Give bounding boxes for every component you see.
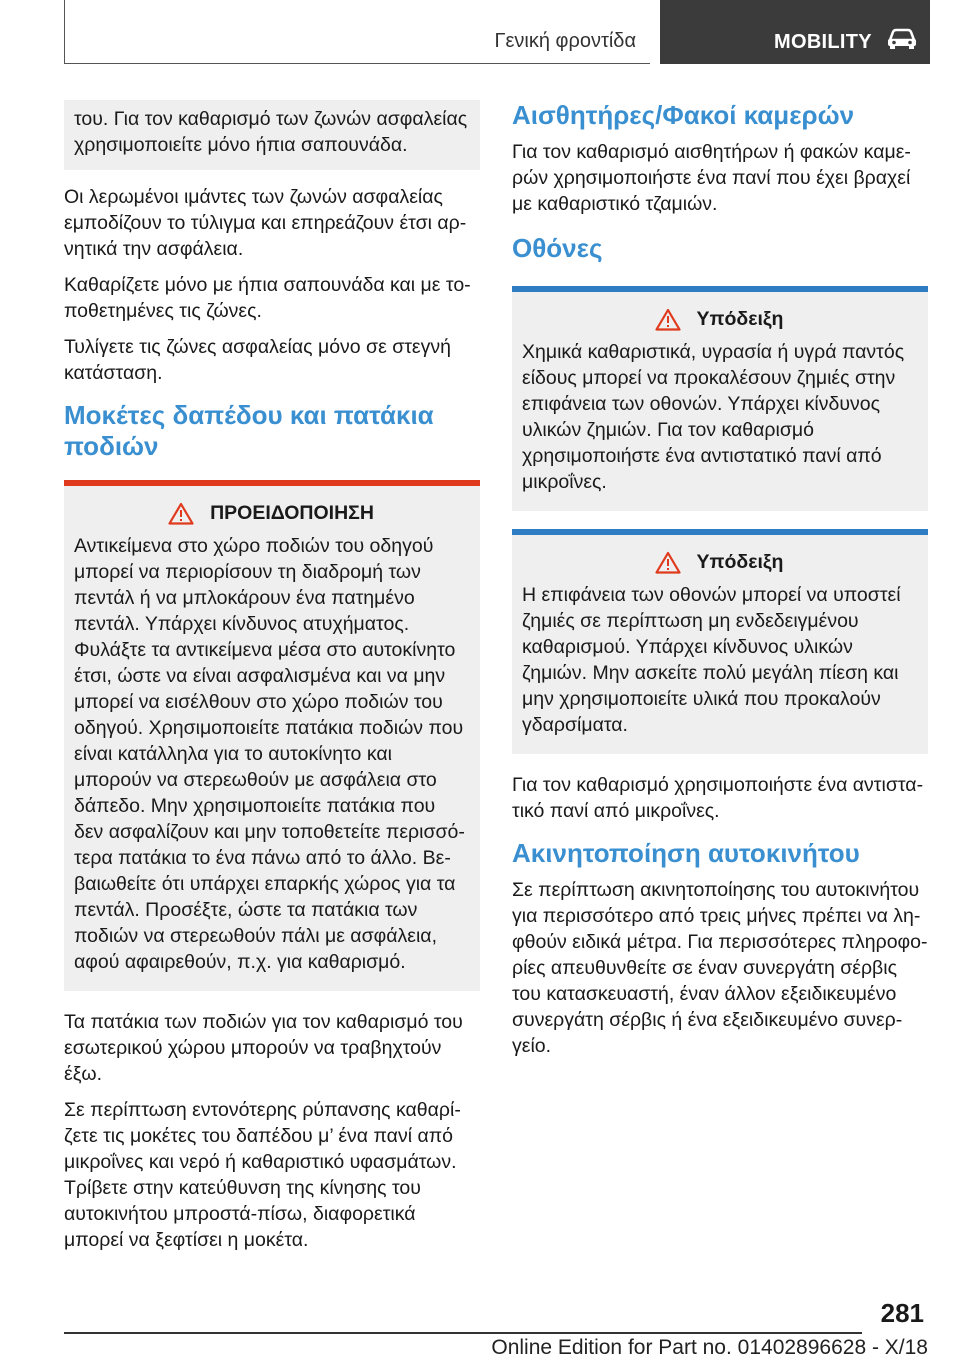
note-title: Υπόδειξη [696, 551, 784, 573]
footer-divider [64, 1332, 862, 1334]
paragraph: Για τον καθαρισμό αισθητήρων ή φακών καμερών χρησιμοποιήστε ένα πανί που έχει βραχεί με καθαριστικό τζαμιών. [512, 141, 911, 215]
section-title: Γενική φροντίδα [494, 30, 636, 52]
note-box [512, 286, 928, 511]
continued-text: του. Για τον καθαρισμό των ζωνών ασφαλείας χρησιμοποιείτε μόνο ήπια σαπουνάδα. [74, 108, 468, 156]
header-brand-tab [660, 0, 930, 64]
caution-triangle-icon [655, 308, 681, 331]
paragraph: Σε περίπτωση ακινητοποίησης του αυτοκινήτου για περισσότερο από τρεις μήνες πρέπει να ληφθούν ειδικά μέτρα. Για περισσότερες πληροφορίες απευθυνθείτε σε έναν συνεργάτη σέρβις του κατασκευαστή, έναν άλλον εξειδικευμένο συνεργάτη σέρβις ή ένα εξειδικευμένο συνεργείο. [512, 879, 928, 1057]
continued-box [64, 100, 480, 170]
left-column [64, 100, 480, 1263]
note-title-row [522, 551, 916, 574]
note-title: Υπόδειξη [696, 308, 784, 330]
section-heading-sensors: Αισθητήρες/Φακοί καμερών [512, 100, 855, 130]
warning-box [64, 480, 480, 991]
warning-title-row [74, 502, 468, 525]
warning-title: ΠΡΟΕΙΔΟΠΟΙΗΣΗ [210, 502, 374, 524]
note-box [512, 529, 928, 754]
warning-text: Αντικείμενα στο χώρο ποδιών του οδηγού μπορεί να περιορίσουν τη διαδρομή των πεντάλ ή να μπλοκάρουν ένα πατημένο πεντάλ. Υπάρχει κίνδυνος ατυχήματος. Φυλάξτε τα αντικείμενα μέσα στο αυτοκίνητο έτσι, ώστε να είναι ασφαλισμένα και να μην μπορεί να εισέλθουν στο χώρο ποδιών του οδηγού. Χρησιμοποιείτε πατάκια ποδιών που είναι κατάλληλα για το αυτοκίνητο και μπορούν να στερεωθούν με ασφάλεια στο δάπεδο. Μην χρησιμοποιείτε πατάκια που δεν ασφαλίζουν και μην τοποθετείτε περισσότερα πατάκια το ένα πάνω από το άλλο. Βεβαιωθείτε ότι υπάρχει επαρκής χώρος για τα πεντάλ. Προσέξτε, ώστε τα πατάκια των ποδιών να στερεωθούν πάλι με ασφάλεια, αφού αφαιρεθούν, π.χ. για καθαρισμό. [74, 535, 465, 973]
right-column [512, 100, 928, 1069]
paragraph: Τυλίγετε τις ζώνες ασφαλείας μόνο σε στεγνή κατάσταση. [64, 336, 451, 384]
car-icon [886, 28, 918, 50]
page-number: 281 [880, 1298, 924, 1328]
section-heading-storage: Ακινητοποίηση αυτοκινήτου [512, 838, 860, 868]
note-title-row [522, 308, 916, 331]
warning-triangle-icon [168, 502, 194, 525]
note-text: Χημικά καθαριστικά, υγρασία ή υγρά παντός είδους μπορεί να προκαλέσουν ζημιές στην επιφάνεια των οθονών. Υπάρχει κίνδυνος υλικών ζημιών. Για τον καθαρισμό χρησιμοποιήστε ένα αντιστατικό πανί από μικροΐνες. [522, 341, 905, 493]
brand-label: MOBILITY [774, 31, 872, 53]
paragraph: Οι λερωμένοι ιμάντες των ζωνών ασφαλείας εμποδίζουν το τύλιγμα και επηρεάζουν έτσι αρνητικά την ασφάλεια. [64, 186, 467, 260]
header-section-tab [64, 0, 650, 64]
footer-edition: Online Edition for Part no. 01402896628 - X/18 [491, 1336, 928, 1359]
note-text: Η επιφάνεια των οθονών μπορεί να υποστεί ζημιές σε περίπτωση μη ενδεδειγμένου καθαρισμού. Υπάρχει κίνδυνος υλικών ζημιών. Μην ασκείτε πολύ μεγάλη πίεση και μην χρησιμοποιείτε υλικά που προκαλούν γδαρσίματα. [522, 584, 901, 736]
section-heading-floor-mats: Μοκέτες δαπέδου και πατάκια ποδιών [64, 400, 434, 461]
paragraph: Για τον καθαρισμό χρησιμοποιήστε ένα αντιστατικό πανί από μικροΐνες. [512, 774, 924, 822]
paragraph: Καθαρίζετε μόνο με ήπια σαπουνάδα και με τοποθετημένες τις ζώνες. [64, 274, 471, 322]
section-heading-displays: Οθόνες [512, 233, 603, 263]
page-header [64, 0, 930, 64]
paragraph: Τα πατάκια των ποδιών για τον καθαρισμό του εσωτερικού χώρου μπορούν να τραβηχτούν έξω. [64, 1011, 463, 1085]
caution-triangle-icon [655, 551, 681, 574]
paragraph: Σε περίπτωση εντονότερης ρύπανσης καθαρίζετε τις μοκέτες του δαπέδου μ’ ένα πανί από μικροΐνες και νερό ή καθαριστικό υφασμάτων. Τρίβετε στην κατεύθυνση της κίνησης του αυτοκινήτου μπροστά-πίσω, διαφορετικά μπορεί να ξεφτίσει η μοκέτα. [64, 1099, 461, 1251]
